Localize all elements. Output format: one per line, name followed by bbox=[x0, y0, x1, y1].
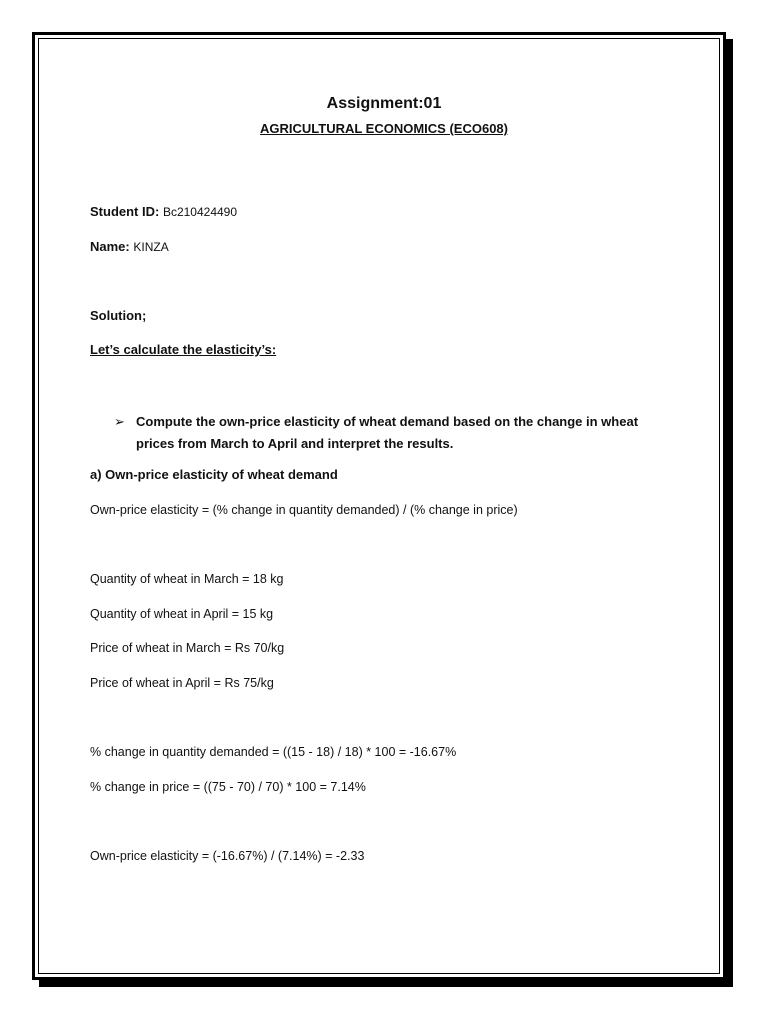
question-text bbox=[136, 411, 638, 455]
question-line-1: Compute the own-price elasticity of wheat demand based on the change in wheat bbox=[136, 414, 639, 429]
given-price-march: Price of wheat in March = Rs 70/kg bbox=[90, 641, 285, 655]
name-label: Name: bbox=[90, 239, 130, 254]
name-row bbox=[90, 239, 169, 254]
given-quantity-april: Quantity of wheat in April = 15 kg bbox=[90, 607, 274, 621]
student-id-value: Bc210424490 bbox=[162, 205, 238, 219]
formula-line: Own-price elasticity = (% change in quantity demanded) / (% change in price) bbox=[90, 503, 518, 517]
student-id-label: Student ID: bbox=[90, 204, 160, 219]
result-line: Own-price elasticity = (-16.67%) / (7.14%) = -2.33 bbox=[90, 849, 365, 863]
calc-heading: Let’s calculate the elasticity’s: bbox=[90, 342, 277, 357]
pct-change-price-line: % change in price = ((75 - 70) / 70) * 100 = 7.14% bbox=[90, 780, 366, 794]
given-price-april: Price of wheat in April = Rs 75/kg bbox=[90, 676, 274, 690]
document-title: Assignment:01 bbox=[326, 95, 442, 112]
name-value: KINZA bbox=[133, 240, 169, 254]
pct-change-quantity-line: % change in quantity demanded = ((15 - 18) / 18) * 100 = -16.67% bbox=[90, 745, 457, 759]
student-id-row bbox=[90, 204, 237, 219]
arrow-bullet-icon: ➢ bbox=[114, 414, 125, 429]
solution-heading: Solution; bbox=[90, 308, 147, 323]
question-bullet bbox=[114, 411, 674, 455]
document-subtitle: AGRICULTURAL ECONOMICS (ECO608) bbox=[260, 121, 508, 136]
given-quantity-march: Quantity of wheat in March = 18 kg bbox=[90, 572, 284, 586]
question-line-2: prices from March to April and interpret the results. bbox=[136, 436, 454, 451]
section-a-heading: a) Own-price elasticity of wheat demand bbox=[90, 467, 338, 482]
